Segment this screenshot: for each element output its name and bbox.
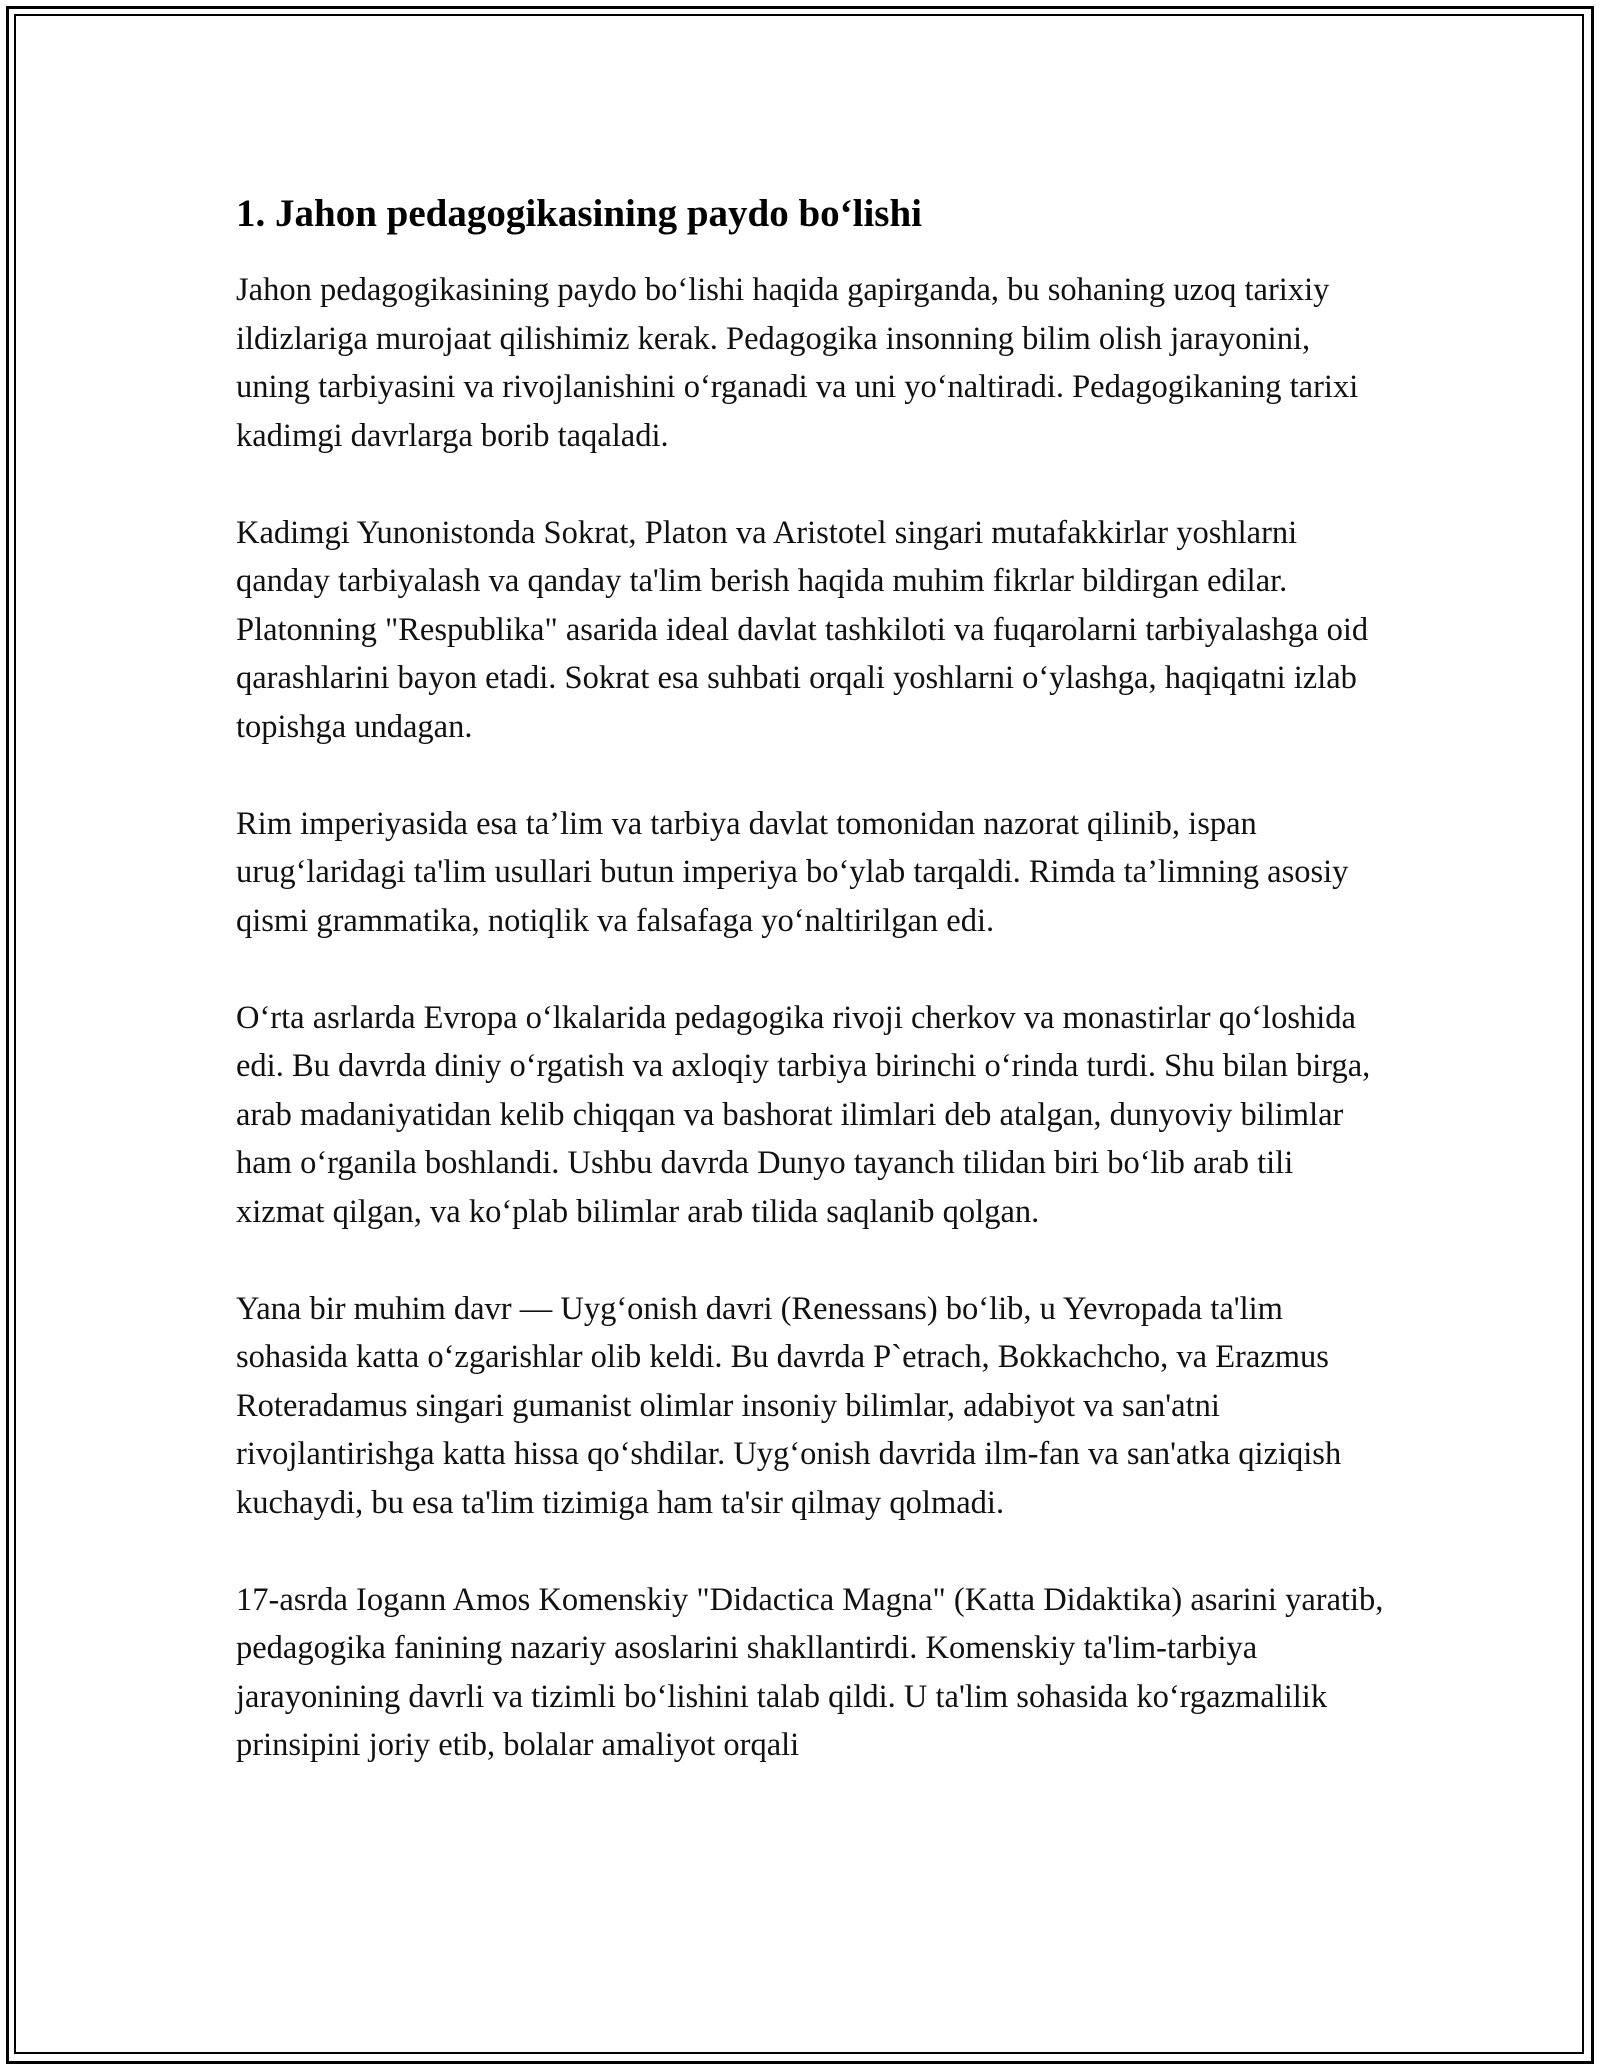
paragraph-komensky: 17-asrda Iogann Amos Komenskiy "Didactica Magna" (Katta Didaktika) asarini yaratib, pedagogika fanining nazariy asoslarini shakllantirdi. Komenskiy ta'lim-tarbiya jarayonining davrli va tizimli bo‘lishini talab qildi. U ta'lim sohasida ko‘rgazmalilik prinsipini joriy etib, bolalar amaliyot orqali — [236, 1581, 1384, 1763]
document-body — [236, 188, 1386, 1818]
paragraph-roman-empire: Rim imperiyasida esa ta’lim va tarbiya davlat tomonidan nazorat qilinib, ispan urug‘laridagi ta'lim usullari butun imperiya bo‘ylab tarqaldi. Rimda ta’limning asosiy qismi grammatika, notiqlik va falsafaga yo‘naltirilgan edi. — [236, 805, 1349, 939]
paragraph-origins: Jahon pedagogikasining paydo bo‘lishi haqida gapirganda, bu sohaning uzoq tarixiy ildizlariga murojaat qilishimiz kerak. Pedagogika insonning bilim olish jarayonini, uning tarbiyasini va rivojlanishini o‘rganadi va uni yo‘naltiradi. Pedagogikaning tarixi kadimgi davrlarga borib taqaladi. — [236, 272, 1359, 454]
paragraph-renaissance: Yana bir muhim davr — Uyg‘onish davri (Renessans) bo‘lib, u Yevropada ta'lim sohasida katta o‘zgarishlar olib keldi. Bu davrda P`etrach, Bokkachcho, va Erazmus Roteradamus singari gumanist olimlar insoniy bilimlar, adabiyot va san'atni rivojlantirishga katta hissa qo‘shdilar. Uyg‘onish davrida ilm-fan va san'atka qiziqish kuchaydi, bu esa ta'lim tizimiga ham ta'sir qilmay qolmadi. — [236, 1290, 1342, 1521]
paragraph-middle-ages: O‘rta asrlarda Evropa o‘lkalarida pedagogika rivoji cherkov va monastirlar qo‘loshida edi. Bu davrda diniy o‘rgatish va axloqiy tarbiya birinchi o‘rinda turdi. Shu bilan birga, arab madaniyatidan kelib chiqqan va bashorat ilimlari deb atalgan, dunyoviy bilimlar ham o‘rganila boshlandi. Ushbu davrda Dunyo tayanch tilidan biri bo‘lib arab tili xizmat qilgan, va ko‘plab bilimlar arab tilida saqlanib qolgan. — [236, 999, 1371, 1230]
section-heading: 1. Jahon pedagogikasining paydo bo‘lishi — [236, 192, 923, 235]
paragraph-ancient-greece: Kadimgi Yunonistonda Sokrat, Platon va Aristotel singari mutafakkirlar yoshlarni qanday tarbiyalash va qanday ta'lim berish haqida muhim fikrlar bildirgan edilar. Platonning "Respublika" asarida ideal davlat tashkiloti va fuqarolarni tarbiyalashga oid qarashlarini bayon etadi. Sokrat esa suhbati orqali yoshlarni o‘ylashga, haqiqatni izlab topishga undagan. — [236, 514, 1369, 745]
